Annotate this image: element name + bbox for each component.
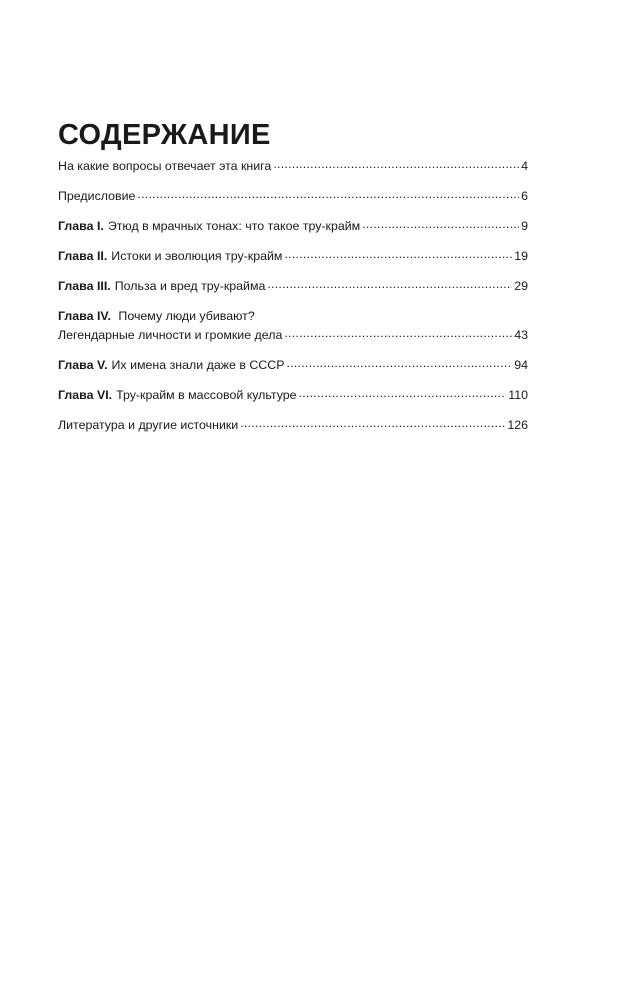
toc-entry-title-line1: Почему люди убивают? <box>118 309 255 323</box>
toc-line <box>58 327 528 343</box>
toc-chapter-label: Глава III. <box>58 279 111 293</box>
toc-line <box>58 218 528 234</box>
toc-page-number: 4 <box>521 159 528 173</box>
toc-entry-title: Польза и вред тру-крайма <box>114 279 266 293</box>
dot-leader <box>286 357 512 369</box>
toc-line <box>58 357 528 373</box>
toc-entry-title: Литература и другие источники <box>58 418 239 432</box>
toc-entry-title: Этюд в мрачных тонах: что такое тру-крайм <box>107 219 361 233</box>
toc-line <box>58 417 528 433</box>
toc-entry-chapter-4[interactable] <box>58 308 528 343</box>
dot-leader <box>273 158 519 170</box>
toc-entry-chapter-5[interactable] <box>58 357 528 373</box>
toc-page-number: 43 <box>514 328 528 342</box>
toc-line <box>58 188 528 204</box>
toc-entry-chapter-6[interactable] <box>58 387 528 403</box>
dot-leader <box>284 327 512 339</box>
toc-chapter-label: Глава I. <box>58 219 104 233</box>
toc-entry-title: Их имена знали даже в СССР <box>111 358 285 372</box>
toc-chapter-label: Глава IV. <box>58 309 111 323</box>
toc-entry-questions[interactable] <box>58 158 528 174</box>
toc-page-number: 29 <box>514 279 528 293</box>
toc-entry-title: На какие вопросы отвечает эта книга <box>58 159 272 173</box>
toc-entry-title: Истоки и эволюция тру-крайм <box>111 249 283 263</box>
dot-leader <box>267 278 512 290</box>
dot-leader <box>240 417 505 429</box>
toc-page-number: 19 <box>514 249 528 263</box>
toc-chapter-label: Глава II. <box>58 249 108 263</box>
toc-line <box>58 158 528 174</box>
toc-page-number: 126 <box>507 418 528 432</box>
toc-line-first <box>58 308 528 324</box>
toc-chapter-label: Глава VI. <box>58 388 113 402</box>
toc-page-number: 6 <box>521 189 528 203</box>
toc-entry-literature[interactable] <box>58 417 528 433</box>
toc-entry-title: Легендарные личности и громкие дела <box>58 328 283 342</box>
toc-page-number: 9 <box>521 219 528 233</box>
toc-page-number: 110 <box>508 388 528 402</box>
toc-line <box>58 248 528 264</box>
dot-leader <box>284 248 512 260</box>
toc-list <box>58 158 528 447</box>
dot-leader <box>362 218 519 230</box>
dot-leader <box>137 188 519 200</box>
toc-entry-title: Предисловие <box>58 189 136 203</box>
toc-entry-preface[interactable] <box>58 188 528 204</box>
toc-line <box>58 387 528 403</box>
toc-entry-chapter-3[interactable] <box>58 278 528 294</box>
toc-line <box>58 278 528 294</box>
toc-entry-chapter-2[interactable] <box>58 248 528 264</box>
toc-page-number: 94 <box>514 358 528 372</box>
toc-chapter-label: Глава V. <box>58 358 108 372</box>
toc-entry-title: Тру-крайм в массовой культуре <box>116 388 297 402</box>
toc-title: СОДЕРЖАНИЕ <box>58 119 271 151</box>
dot-leader <box>299 387 507 399</box>
toc-entry-chapter-1[interactable] <box>58 218 528 234</box>
